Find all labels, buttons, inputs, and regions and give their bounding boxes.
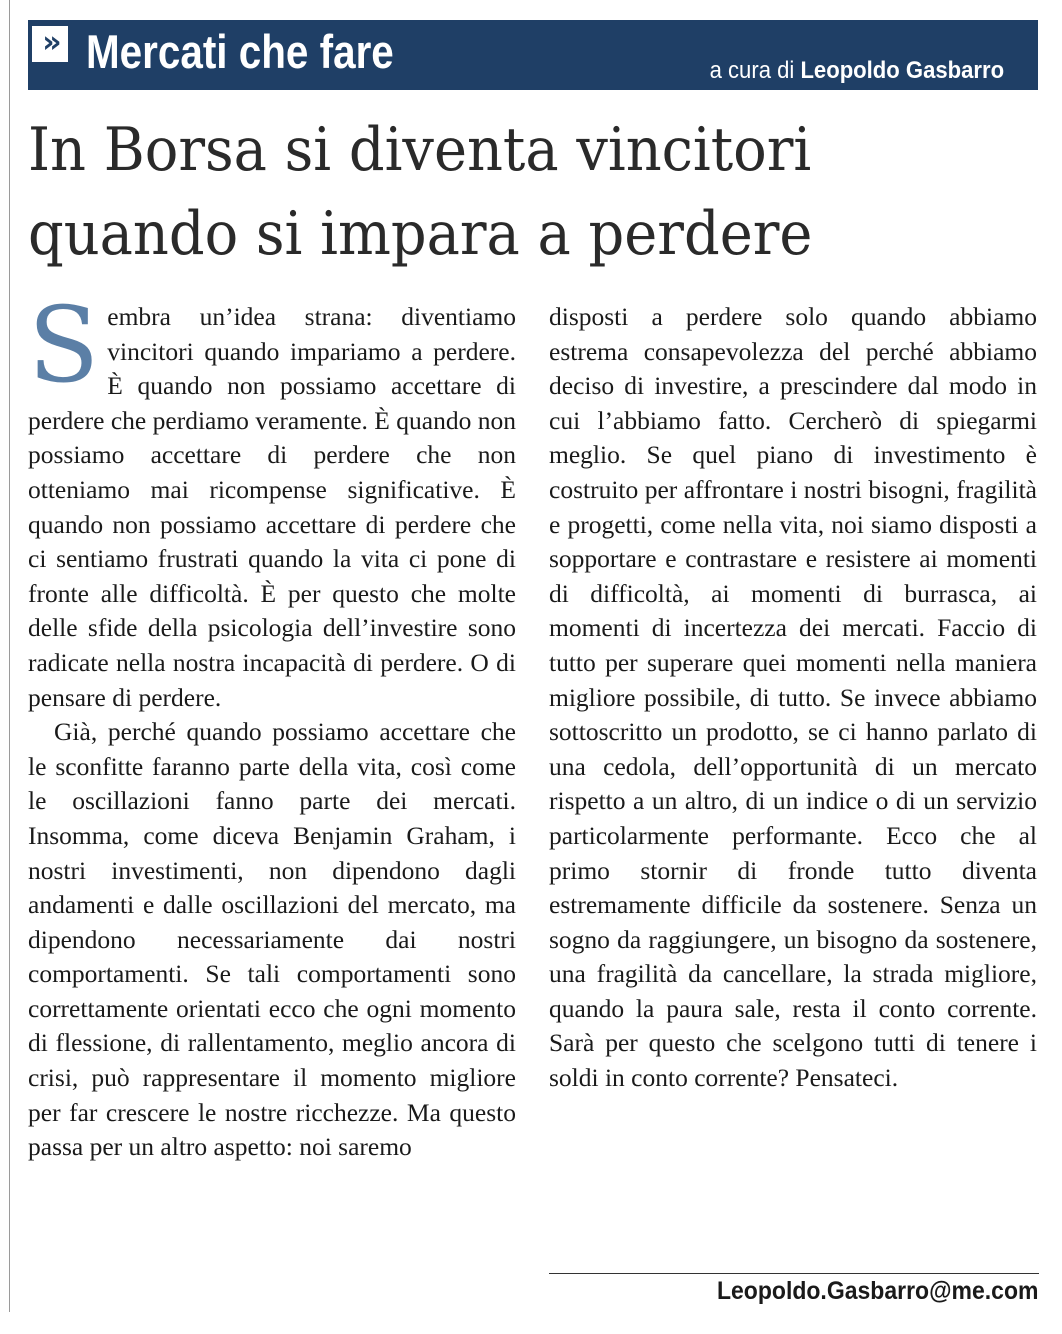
author-email-link[interactable]: Leopoldo.Gasbarro@me.com	[716, 1277, 1038, 1305]
chevron-icon: »	[32, 26, 68, 62]
article-paragraph-3: disposti a perdere solo quando abbiamo estrema consapevolezza del perché abbiamo deciso di investire, a prescindere dal modo in cui l’abbiamo fatto. Cercherò di spiegarmi meglio. Se quel piano di investimento è costruito per affrontare i nostri bisogni, fragilità e progetti, come nella vita, noi siamo disposti a sopportare e contrastare e resistere ai momenti di difficoltà, ai momenti di burrasca, ai momenti di incertezza dei mercati. Faccio di tutto per superare quei momenti nella maniera migliore possibile, di tutto. Se invece abbiamo sottoscritto un prodotto, se ci hanno parlato di una cedola, dell’opportunità di un mercato rispetto a un altro, di un indice o di un servizio particolarmente performante. Ecco che al primo stornir di fronde tutto diventa estremamente difficile da sostenere. Senza un sogno da raggiungere, un bisogno da sostenere, una fragilità da cancellare, la strada migliore, quando la paura sale, resta il conto corrente. Sarà per questo che scelgono tutti di tenere i soldi in conto corrente? Pensateci.	[549, 302, 1037, 1093]
article-headline: In Borsa si diventa vincitori quando si impara a perdere	[28, 115, 813, 269]
page-margin-rule	[9, 0, 10, 1312]
article-column-right	[549, 300, 1037, 1096]
section-title: Mercati che fare	[86, 25, 394, 78]
paragraph-1-text: embra un’idea strana: diventiamo vincitori quando impariamo a perdere. È quando non possiamo accettare di perdere che perdiamo veramente. È quando non possiamo accettare di perdere che non otteniamo mai ricompense significative. È quando non possiamo accettare di perdere che ci sentiamo frustrati quando la vita ci pone di fronte alle difficoltà. È per questo che molte delle sfide della psicologia dell’investire sono radicate nella nostra incapacità di perdere. O di pensare di perdere.	[28, 302, 516, 712]
article-column-left	[28, 284, 516, 1165]
article-paragraph-2: Già, perché quando possiamo accettare che le sconfitte faranno parte della vita, così come le oscillazioni fanno parte dei mercati. Insomma, come diceva Benjamin Graham, i nostri investimenti, non dipendono dagli andamenti e dalle oscillazioni del mercato, ma dipendono necessariamente dai nostri comportamenti. Se tali comportamenti sono correttamente orientati ecco che ogni momento di flessione, di rallentamento, meglio ancora di crisi, può rappresentare il momento migliore per far crescere le nostre ricchezze. Ma questo passa per un altro aspetto: noi saremo	[28, 717, 516, 1162]
drop-cap: S	[28, 284, 100, 406]
byline-prefix: a cura di	[709, 57, 795, 84]
byline	[710, 56, 1004, 86]
byline-author: Leopoldo Gasbarro	[800, 57, 1004, 84]
footer-divider	[549, 1273, 1039, 1274]
article-paragraph-1	[28, 284, 516, 715]
section-header	[28, 20, 1038, 90]
